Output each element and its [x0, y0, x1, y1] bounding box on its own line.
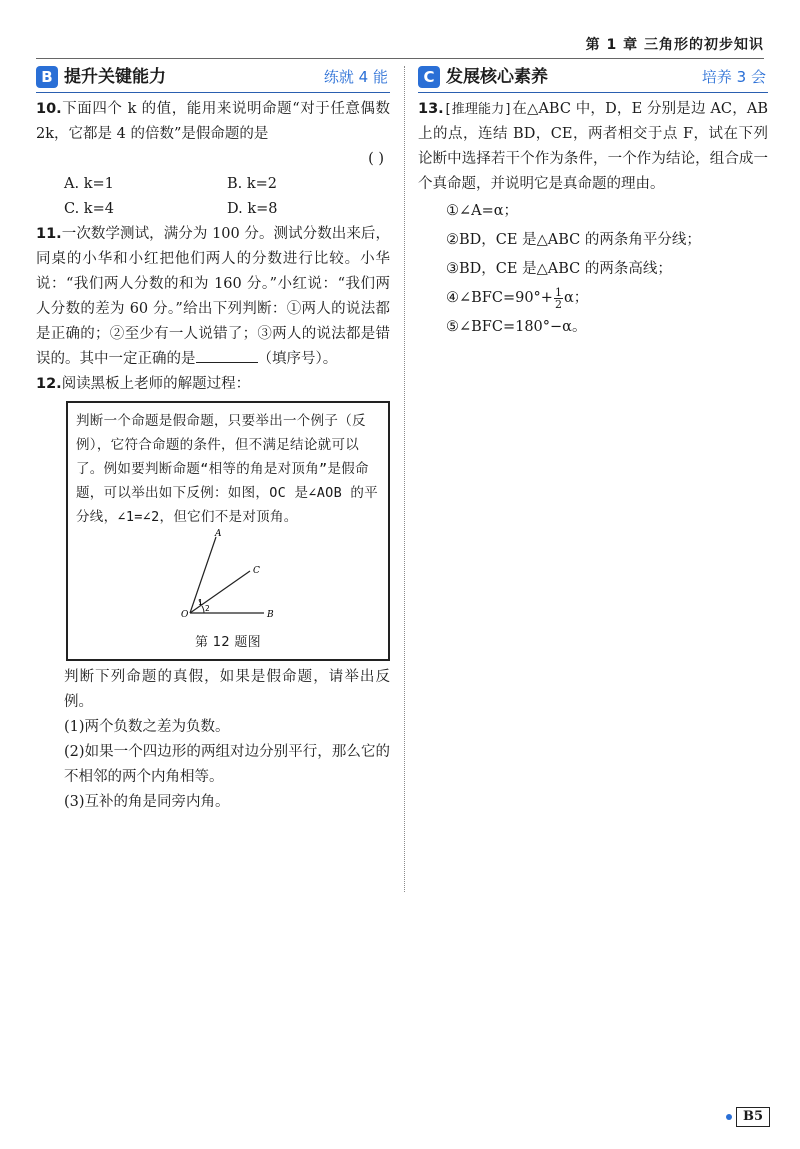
section-badge-c: C: [418, 66, 440, 88]
figure-caption: 第 12 题图: [195, 635, 261, 650]
question-number: 11.: [36, 226, 62, 242]
option-c: C. k=4: [64, 201, 114, 217]
option-a: A. k=1: [64, 176, 114, 192]
blackboard-text: 判断一个命题是假命题，只要举出一个例子（反例），它符合命题的条件，但不满足结论就可以了。例如要判断命题“相等的角是对顶角”是假命题，可以举出如下反例：如图，OC 是∠AOB 的平分线，∠1=∠2，但它们不是对顶角。: [76, 413, 379, 525]
section-tag-c: 培养 3 会: [701, 68, 766, 86]
right-column: [418, 66, 768, 342]
condition-4: [418, 284, 768, 313]
ability-tag: [推理能力]: [443, 102, 513, 117]
answer-paren: ( ): [368, 151, 384, 167]
options: [36, 172, 390, 222]
column-divider: [404, 66, 405, 892]
blackboard-box: [66, 401, 390, 661]
question-12: [36, 372, 390, 815]
section-title-c: 发展核心素养: [446, 67, 548, 87]
question-11: [36, 222, 390, 372]
figure-12: [76, 529, 380, 653]
question-number: 10.: [36, 101, 62, 117]
page-dot-icon: [726, 1114, 732, 1120]
sub-question-1: (1)两个负数之差为负数。: [64, 719, 230, 735]
sub-question-3: (3)互补的角是同旁内角。: [64, 794, 230, 810]
option-d: D. k=8: [227, 201, 278, 217]
condition-3: ③BD，CE 是△ABC 的两条高线；: [446, 261, 672, 277]
fraction-denominator: 2: [554, 297, 562, 311]
section-title-b: 提升关键能力: [64, 67, 166, 87]
question-stem: 一次数学测试，满分为 100 分。测试分数出来后，同桌的小华和小红把他们两人的分数进行比较。小华说：“我们两人分数的和为 160 分。”小红说：“我们两人分数的差为 60 分。”给出下列判断：①两人的说法都是正确的；②至少有一人说错了；③两人的说法都是错误的。其中一定正确的是: [36, 226, 390, 367]
label-b: B: [267, 610, 274, 620]
section-tag-b: 练就 4 能: [323, 68, 388, 86]
option-b: B. k=2: [227, 176, 278, 192]
section-badge-b: B: [36, 66, 58, 88]
condition-4-prefix: ④∠BFC=90°+: [446, 290, 553, 306]
label-c: C: [253, 566, 261, 576]
left-column: [36, 66, 390, 815]
angle-arc-2: [202, 606, 204, 613]
question-tail: （填序号）。: [257, 351, 338, 367]
question-13: [418, 97, 768, 342]
label-angle-1: 1: [198, 598, 204, 607]
condition-1: ①∠A=α；: [446, 203, 519, 219]
fraction-numerator: 1: [554, 285, 562, 299]
condition-4-suffix: α；: [563, 290, 589, 306]
label-angle-2: 2: [205, 604, 211, 613]
header-rule: [36, 58, 764, 59]
question-stem: 阅读黑板上老师的解题过程：: [61, 376, 251, 392]
section-header-c: [418, 66, 768, 93]
page-number: [726, 1107, 770, 1127]
question-stem: 下面四个 k 的值，能用来说明命题“对于任意偶数 2k，它都是 4 的倍数”是假命题的是: [36, 101, 390, 142]
label-a: A: [215, 529, 222, 539]
condition-5: ⑤∠BFC=180°−α。: [446, 319, 587, 335]
fraction-one-half: [554, 287, 563, 310]
answer-blank: [196, 347, 258, 363]
chapter-header: 第 1 章 三角形的初步知识: [585, 37, 764, 53]
sub-question-2: (2)如果一个四边形的两组对边分别平行，那么它的不相邻的两个内角相等。: [64, 744, 390, 785]
instruction: 判断下列命题的真假，如果是假命题，请举出反例。: [64, 669, 390, 710]
label-o: O: [181, 610, 189, 620]
question-number: 13.: [418, 101, 444, 117]
condition-2: ②BD，CE 是△ABC 的两条角平分线；: [446, 232, 701, 248]
question-number: 12.: [36, 376, 62, 392]
page-number-label: B5: [736, 1107, 770, 1127]
question-stem: 在△ABC 中，D，E 分别是边 AC，AB 上的点，连结 BD，CE，两者相交于点 F，试在下列论断中选择若干个作为条件，一个作为结论，组合成一个真命题，并说明它是真命题的理由。: [418, 101, 769, 192]
angle-figure: [168, 529, 288, 625]
section-header-b: [36, 66, 390, 93]
question-10: [36, 97, 390, 222]
